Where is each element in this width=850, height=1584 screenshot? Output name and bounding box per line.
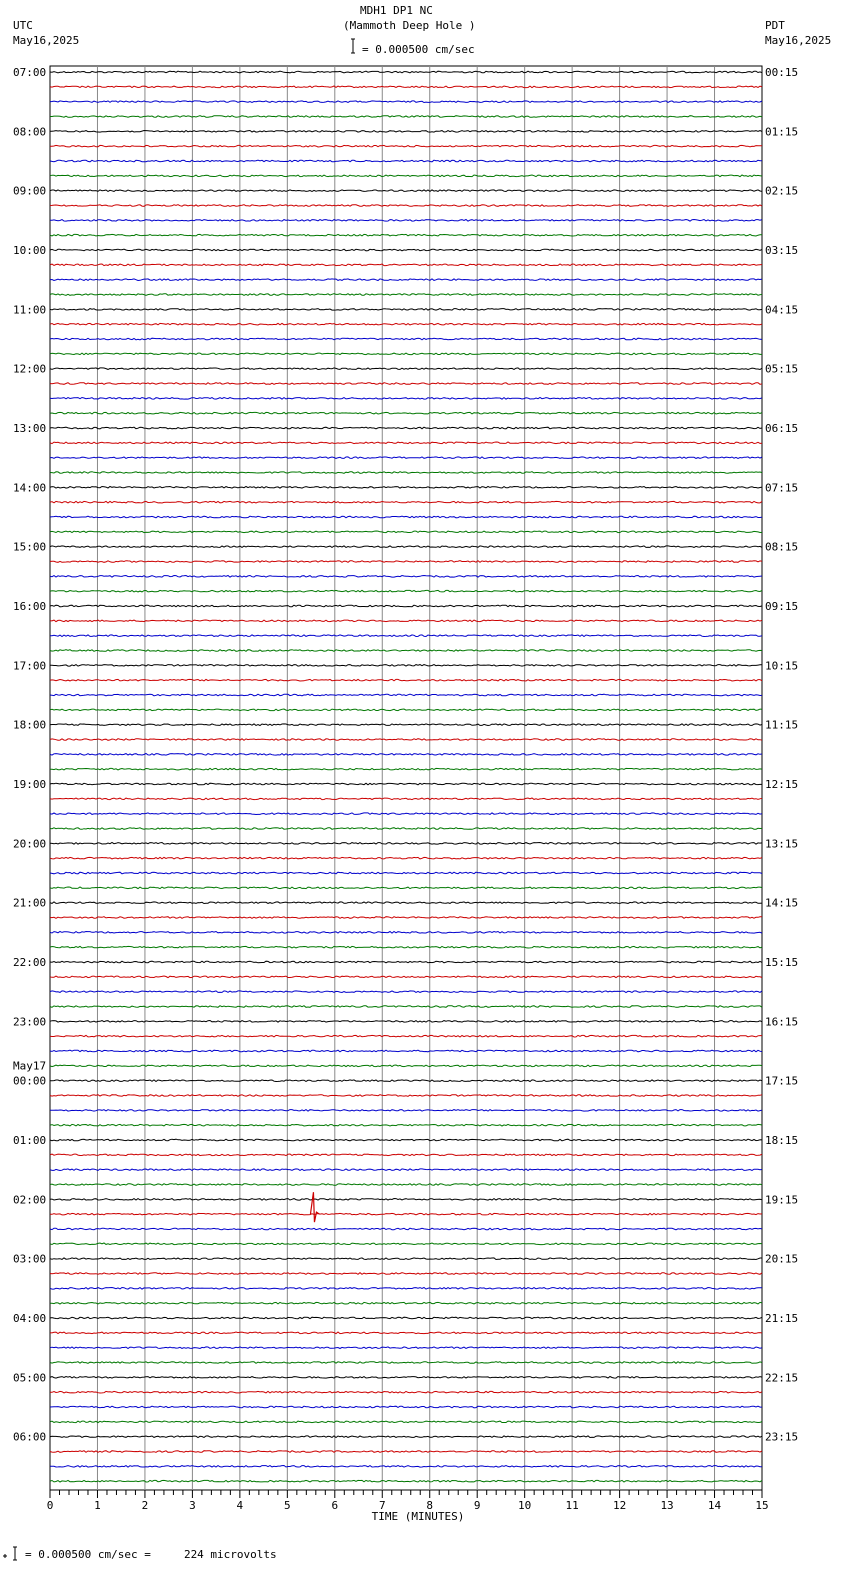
x-tick-label: 0 xyxy=(46,1499,54,1512)
x-tick-label: 11 xyxy=(565,1499,579,1512)
seismic-trace xyxy=(50,1480,762,1482)
seismic-trace xyxy=(50,531,762,533)
utc-hour-label: 20:00 xyxy=(13,837,47,851)
utc-hour-label: 03:00 xyxy=(13,1252,47,1266)
pdt-hour-label: 12:15 xyxy=(765,778,799,791)
seismic-trace xyxy=(50,1288,762,1290)
seismic-trace xyxy=(50,620,762,622)
seismic-trace xyxy=(50,590,762,592)
seismic-trace xyxy=(50,249,762,251)
seismic-trace xyxy=(50,1243,762,1245)
seismic-trace xyxy=(50,412,762,414)
seismic-trace xyxy=(50,279,762,281)
x-tick-label: 15 xyxy=(755,1499,769,1512)
pdt-hour-label: 18:15 xyxy=(765,1134,799,1147)
seismic-trace xyxy=(50,1436,762,1438)
seismic-trace xyxy=(50,739,762,741)
utc-hour-label: 15:00 xyxy=(13,540,47,554)
utc-hour-label: 14:00 xyxy=(13,481,47,495)
seismic-trace xyxy=(50,398,762,400)
seismic-trace xyxy=(50,872,762,874)
seismic-trace xyxy=(50,1050,762,1052)
utc-hour-label: 04:00 xyxy=(13,1312,47,1325)
pdt-hour-label: 23:15 xyxy=(765,1430,799,1444)
seismic-trace xyxy=(50,1199,762,1201)
seismic-trace xyxy=(50,768,762,770)
x-tick-label: 5 xyxy=(284,1499,291,1512)
seismic-trace xyxy=(50,175,762,177)
seismic-trace xyxy=(50,1184,762,1186)
x-tick-label: 13 xyxy=(660,1499,674,1512)
right-date: May16,2025 xyxy=(765,34,832,47)
seismic-trace xyxy=(50,1110,762,1112)
seismic-trace xyxy=(50,1406,762,1408)
pdt-hour-label: 22:15 xyxy=(765,1371,799,1385)
seismic-trace xyxy=(50,487,762,489)
seismic-trace xyxy=(50,665,762,667)
utc-hour-label: 05:00 xyxy=(13,1371,47,1385)
utc-hour-label: 01:00 xyxy=(13,1134,47,1147)
x-axis-title: TIME (MINUTES) xyxy=(371,1510,465,1523)
utc-hour-label: 08:00 xyxy=(13,125,47,139)
seismic-trace xyxy=(50,1302,762,1304)
pdt-hour-label: 09:15 xyxy=(765,600,799,613)
x-tick-label: 10 xyxy=(518,1499,532,1512)
seismic-trace xyxy=(50,1154,762,1156)
seismic-trace xyxy=(50,101,762,103)
seismic-trace xyxy=(50,442,762,444)
seismic-trace xyxy=(50,71,762,73)
x-tick-label: 9 xyxy=(473,1499,481,1512)
seismic-trace xyxy=(50,294,762,296)
left-date: May16,2025 xyxy=(13,34,80,47)
seismic-trace xyxy=(50,1421,762,1423)
seismic-trace xyxy=(50,1273,762,1275)
seismic-trace xyxy=(50,576,762,578)
seismic-trace xyxy=(50,220,762,222)
seismic-trace xyxy=(50,501,762,503)
seismic-trace xyxy=(50,1391,762,1393)
pdt-hour-label: 01:15 xyxy=(765,125,799,139)
seismic-trace xyxy=(50,546,762,548)
utc-hour-label: 16:00 xyxy=(13,600,47,613)
seismic-trace xyxy=(50,383,762,385)
pdt-hour-label: 07:15 xyxy=(765,481,799,495)
x-tick-label: 7 xyxy=(378,1499,386,1512)
trace-layer xyxy=(50,71,762,1482)
pdt-hour-label: 10:15 xyxy=(765,659,799,673)
pdt-hour-label: 04:15 xyxy=(765,303,799,317)
pdt-hour-label: 13:15 xyxy=(765,837,799,851)
seismic-trace xyxy=(50,234,762,236)
seismic-trace xyxy=(50,635,762,637)
utc-hour-label: 02:00 xyxy=(13,1193,47,1207)
seismic-event-spike xyxy=(310,1192,319,1222)
day-change-label: May17 xyxy=(13,1059,47,1073)
x-axis xyxy=(47,1490,769,1523)
seismic-trace xyxy=(50,516,762,518)
pdt-hour-label: 11:15 xyxy=(765,718,799,732)
seismic-trace xyxy=(50,1169,762,1171)
seismic-trace xyxy=(50,1035,762,1037)
seismic-trace xyxy=(50,160,762,162)
station-line: MDH1 DP1 NC xyxy=(360,4,433,17)
seismic-trace xyxy=(50,887,762,889)
seismic-trace xyxy=(50,353,762,355)
x-tick-label: 6 xyxy=(331,1499,339,1512)
seismic-trace xyxy=(50,976,762,978)
x-tick-label: 14 xyxy=(707,1499,722,1512)
seismic-trace xyxy=(50,605,762,607)
seismic-trace xyxy=(50,843,762,845)
pdt-hour-label: 20:15 xyxy=(765,1252,799,1266)
seismic-trace xyxy=(50,991,762,993)
seismic-trace xyxy=(50,264,762,266)
utc-hour-label: 19:00 xyxy=(13,778,47,791)
right-timezone: PDT xyxy=(765,19,785,32)
pdt-hour-label: 14:15 xyxy=(765,896,799,910)
seismic-trace xyxy=(50,650,762,652)
seismic-trace xyxy=(50,86,762,88)
utc-hour-label: 07:00 xyxy=(13,66,47,79)
seismic-trace xyxy=(50,754,762,756)
utc-hour-label: 12:00 xyxy=(13,362,47,376)
seismic-trace xyxy=(50,857,762,859)
pdt-hour-label: 05:15 xyxy=(765,362,799,376)
seismic-trace xyxy=(50,472,762,474)
seismic-trace xyxy=(50,116,762,118)
left-timezone: UTC xyxy=(13,19,33,32)
seismic-trace xyxy=(50,190,762,192)
seismic-trace xyxy=(50,828,762,830)
seismic-trace xyxy=(50,813,762,815)
seismic-trace xyxy=(50,1466,762,1468)
seismic-trace xyxy=(50,694,762,696)
seismic-trace xyxy=(50,946,762,948)
station-name: (Mammoth Deep Hole ) xyxy=(343,19,476,32)
seismic-trace xyxy=(50,1332,762,1334)
seismic-trace xyxy=(50,679,762,681)
pdt-hour-label: 15:15 xyxy=(765,956,799,969)
utc-hour-label: 00:00 xyxy=(13,1074,47,1088)
utc-hour-label: 13:00 xyxy=(13,422,47,435)
pdt-hour-label: 19:15 xyxy=(765,1193,799,1207)
x-tick-label: 12 xyxy=(612,1499,627,1512)
seismic-trace xyxy=(50,1377,762,1379)
seismic-trace xyxy=(50,1258,762,1260)
seismic-trace xyxy=(50,1080,762,1082)
pdt-hour-label: 02:15 xyxy=(765,184,799,198)
seismic-trace xyxy=(50,145,762,147)
seismic-trace xyxy=(50,1095,762,1097)
seismic-trace xyxy=(50,338,762,340)
seismic-trace xyxy=(50,1124,762,1126)
x-tick-label: 8 xyxy=(426,1499,434,1512)
seismic-trace xyxy=(50,724,762,726)
seismic-trace xyxy=(50,1021,762,1023)
seismic-trace xyxy=(50,1006,762,1008)
seismic-trace xyxy=(50,1347,762,1349)
scale-label: = 0.000500 cm/sec xyxy=(362,43,475,56)
seismic-trace xyxy=(50,131,762,133)
seismic-trace xyxy=(50,1065,762,1067)
pdt-hour-label: 16:15 xyxy=(765,1015,799,1029)
utc-hour-label: 17:00 xyxy=(13,659,47,673)
seismic-trace xyxy=(50,1228,762,1230)
seismic-trace xyxy=(50,932,762,934)
seismic-trace xyxy=(50,368,762,370)
seismic-trace xyxy=(50,917,762,919)
footer-scale-note: = 0.000500 cm/sec = 224 microvolts xyxy=(25,1548,277,1561)
seismic-trace xyxy=(50,561,762,563)
seismic-trace xyxy=(50,961,762,963)
seismic-trace xyxy=(50,309,762,311)
utc-hour-label: 21:00 xyxy=(13,896,47,910)
seismic-trace xyxy=(50,1139,762,1141)
pdt-hour-label: 03:15 xyxy=(765,244,799,257)
pdt-hour-label: 00:15 xyxy=(765,66,799,79)
utc-hour-label: 11:00 xyxy=(13,303,47,317)
seismic-trace xyxy=(50,709,762,711)
seismic-trace xyxy=(50,323,762,325)
footer-marker-icon xyxy=(3,1554,7,1558)
seismic-trace xyxy=(50,427,762,429)
x-tick-label: 4 xyxy=(236,1499,244,1512)
pdt-hour-label: 17:15 xyxy=(765,1074,799,1088)
seismic-trace xyxy=(50,1451,762,1453)
seismic-trace xyxy=(50,783,762,785)
seismic-trace xyxy=(50,1317,762,1319)
utc-hour-label: 23:00 xyxy=(13,1015,47,1029)
x-tick-label: 2 xyxy=(141,1499,149,1512)
utc-hour-label: 09:00 xyxy=(13,184,47,198)
seismic-trace xyxy=(50,798,762,800)
seismic-trace xyxy=(50,205,762,207)
pdt-hour-label: 06:15 xyxy=(765,422,799,435)
seismic-trace xyxy=(50,1213,762,1215)
utc-hour-label: 22:00 xyxy=(13,956,47,969)
seismic-trace xyxy=(50,1362,762,1364)
seismic-trace xyxy=(50,902,762,904)
pdt-hour-label: 21:15 xyxy=(765,1312,799,1325)
utc-hour-label: 06:00 xyxy=(13,1430,47,1444)
utc-hour-label: 10:00 xyxy=(13,244,47,257)
x-tick-label: 1 xyxy=(94,1499,101,1512)
utc-hour-label: 18:00 xyxy=(13,718,47,732)
x-tick-label: 3 xyxy=(189,1499,196,1512)
seismic-trace xyxy=(50,457,762,459)
pdt-hour-label: 08:15 xyxy=(765,540,799,554)
